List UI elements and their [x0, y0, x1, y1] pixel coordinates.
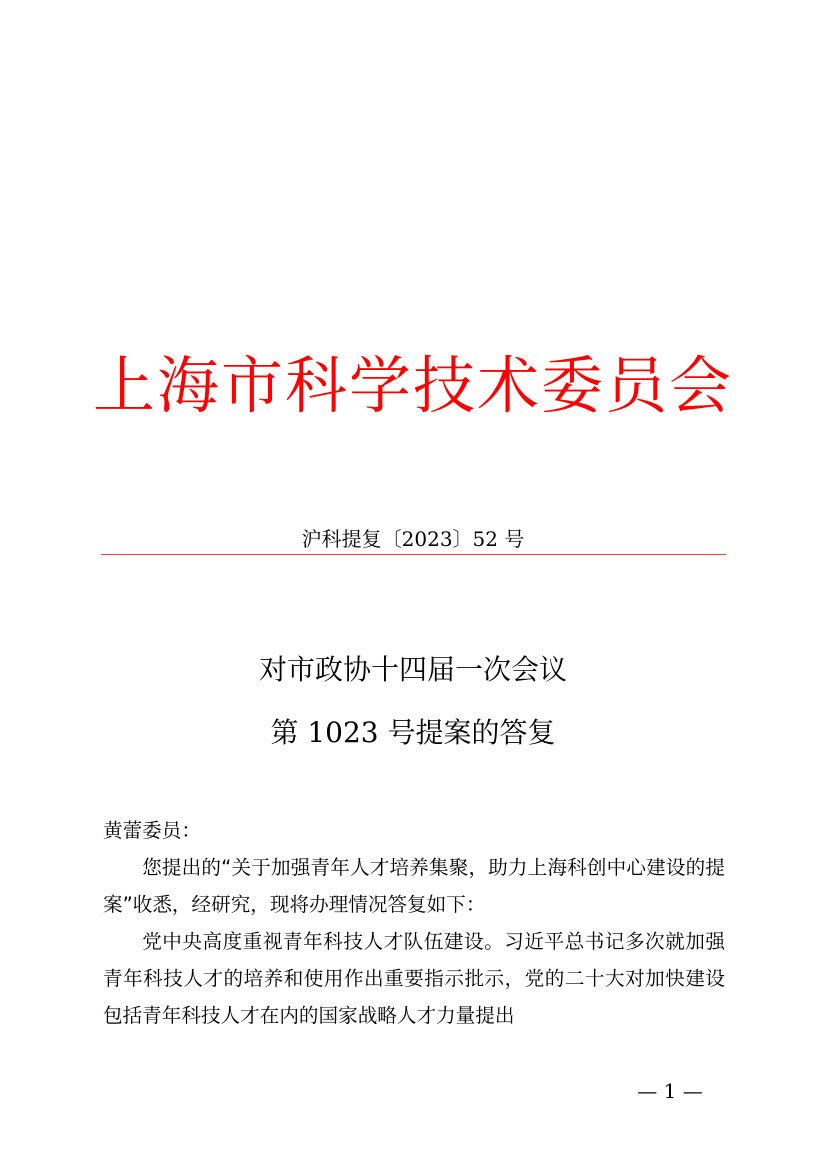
- document-title-line-2: [0, 713, 826, 753]
- page-number: — 1 —: [637, 1079, 703, 1103]
- proposal-number: 1023: [307, 716, 379, 749]
- document-number: 沪科提复〔2023〕52 号: [301, 527, 525, 551]
- salutation: 黄蕾委员：: [103, 819, 201, 842]
- body-paragraph-2: 党中央高度重视青年科技人才队伍建设。习近平总书记多次就加强青年科技人才的培养和使用作出重要指示批示，党的二十大对加快建设包括青年科技人才在内的国家战略人才力量提出: [103, 930, 725, 1027]
- title-suffix: 号提案的答复: [378, 716, 556, 749]
- header-divider: [101, 554, 726, 555]
- title-prefix: 第: [270, 716, 308, 749]
- organization-header: 上海市科学技术委员会: [92, 349, 733, 422]
- body-paragraph-1: 您提出的“关于加强青年人才培养集聚，助力上海科创中心建设的提案”收悉，经研究，现将办理情况答复如下：: [103, 856, 725, 916]
- letter-body: [103, 812, 725, 1034]
- document-title-line-1: 对市政协十四届一次会议: [258, 653, 567, 686]
